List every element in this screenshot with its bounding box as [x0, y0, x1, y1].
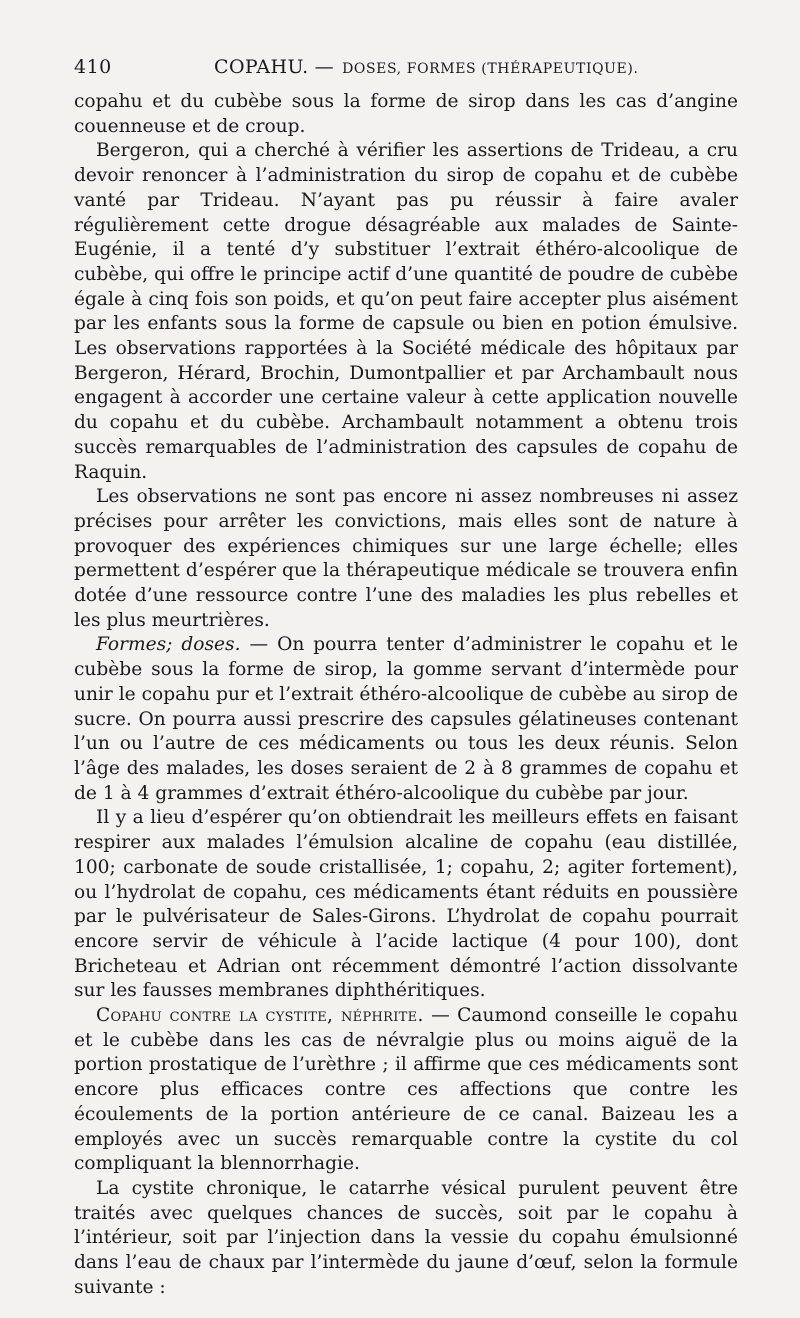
- section-heading-formes-doses: Formes; doses.: [96, 634, 241, 656]
- paragraph-bergeron: [74, 139, 738, 485]
- paragraph-text: — Caumond conseille le copahu et le cubèbe dans les cas de névralgie plus ou moins aiguë de la portion prostatique de l’urèthre ; il affirme que ces médicaments sont encore plus efficaces contre ces affections que contre les écoulements de la portion antérieure de ce canal. Baizeau les a employés avec un succès remarquable contre la cystite du col compliquant la blennorrhagie.: [74, 1005, 738, 1175]
- running-title: [214, 56, 639, 78]
- book-page: [74, 56, 738, 1300]
- page-number: 410: [74, 56, 112, 78]
- paragraph-text: Les observations ne sont pas encore ni assez nombreuses ni assez précises pour arrêter les convictions, mais elles sont de nature à provoquer des expériences chimiques sur une large échelle; elles permettent d’espérer que la thérapeutique médicale se trouvera enfin dotée d’une ressource contre l’une des maladies les plus rebelles et les plus meurtrières.: [74, 486, 738, 631]
- paragraph-text: Bergeron, qui a cherché à vérifier les assertions de Trideau, a cru devoir renoncer à l’administration du sirop de copahu et de cubèbe vanté par Trideau. N’ayant pas pu réussir à faire avaler régulièrement cette drogue désagréable aux malades de Sainte-Eugénie, il a tenté d’y substituer l’extrait éthéro-alcoolique de cubèbe, qui offre le principe actif d’une quantité de poudre de cubèbe égale à cinq fois son poids, et qu’on peut faire accepter plus aisément par les enfants sous la forme de capsule ou bien en potion émulsive. Les observations rapportées à la Société médicale des hôpitaux par Bergeron, Hérard, Brochin, Dumontpallier et par Archambault nous engagent à accorder une certaine valeur à cette application nouvelle du copahu et du cubèbe. Archambault notamment a obtenu trois succès remarquables de l’administration des capsules de copahu de Raquin.: [74, 140, 738, 483]
- paragraph-continuation: [74, 90, 738, 139]
- paragraph-text: Il y a lieu d’espérer qu’on obtiendrait les meilleurs effets en faisant respirer aux malades l’émulsion alcaline de copahu (eau distillée, 100; carbonate de soude cristallisée, 1; copahu, 2; agiter fortement), ou l’hydrolat de copahu, ces médicaments étant réduits en poussière par le pulvérisateur de Sales-Girons. L’hydrolat de copahu pourrait encore servir de véhicule à l’acide lactique (4 pour 100), dont Bricheteau et Adrian ont récemment démontré l’action dissolvante sur les fausses membranes diphthéritiques.: [74, 807, 738, 1002]
- running-title-dash: —: [314, 56, 335, 78]
- paragraph-text: La cystite chronique, le catarrhe vésical purulent peuvent être traités avec quelques chances de succès, soit par le copahu à l’intérieur, soit par l’injection dans la vessie du copahu émulsionné dans l’eau de chaux par l’intermède du jaune d’œuf, selon la formule suivante :: [74, 1177, 738, 1298]
- paragraph-formes-doses: [74, 633, 738, 806]
- paragraph-text: — On pourra tenter d’administrer le copahu et le cubèbe sous la forme de sirop, la gomme servant d’intermède pour unir le copahu pur et l’extrait éthéro-alcoolique de cubèbe au sirop de sucre. On pourra aussi prescrire des capsules gélatineuses contenant l’un ou l’autre de ces médicaments ou tous les deux réunis. Selon l’âge des malades, les doses seraient de 2 à 8 grammes de copahu et de 1 à 4 grammes d’extrait éthéro-alcoolique du cubèbe par jour.: [74, 634, 738, 804]
- running-title-main: COPAHU.: [214, 56, 309, 78]
- paragraph-inhalation: [74, 806, 738, 1004]
- paragraph-observations: [74, 485, 738, 633]
- paragraph-cystite: [74, 1004, 738, 1177]
- body-text: [74, 90, 738, 1300]
- running-header: [74, 56, 738, 90]
- running-title-subtitle: DOSES, FORMES (THÉRAPEUTIQUE).: [342, 61, 639, 77]
- paragraph-cystite-chronique: [74, 1177, 738, 1301]
- section-heading-cystite: Copahu contre la cystite, néphrite.: [96, 1005, 424, 1027]
- paragraph-text: copahu et du cubèbe sous la forme de sirop dans les cas d’angine couenneuse et de croup.: [74, 91, 738, 137]
